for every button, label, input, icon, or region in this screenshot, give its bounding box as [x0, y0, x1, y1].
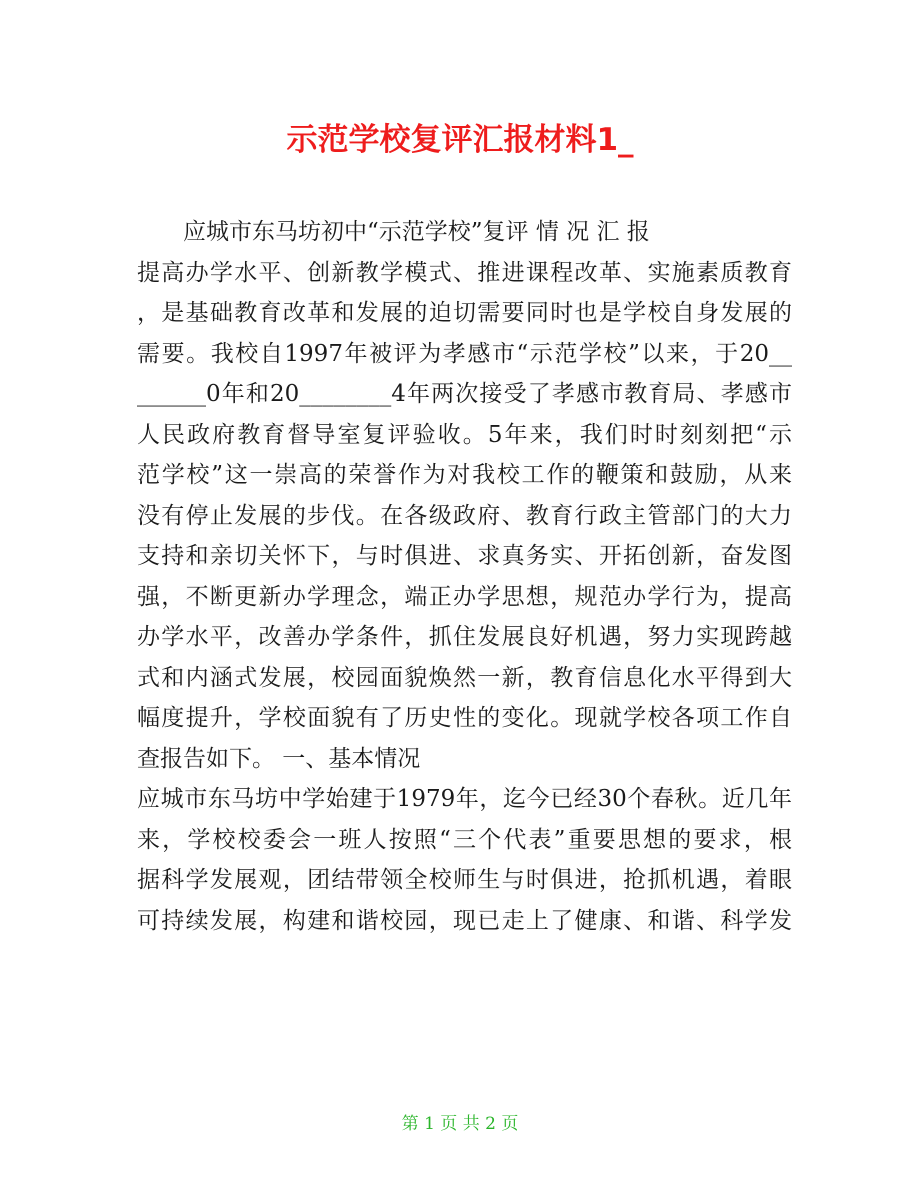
body-line: 式和内涵式发展，校园面貌焕然一新，教育信息化水平得到大 [137, 664, 792, 691]
document-title: 示范学校复评汇报材料1_ [286, 122, 634, 158]
body-line: 可持续发展，构建和谐校园，现已走上了健康、和谐、科学发 [137, 907, 792, 934]
page-footer: 第 1 页 共 2 页 [401, 1114, 519, 1134]
body-line: 人民政府教育督导室复评验收。5年来，我们时时刻刻把“示 [137, 421, 792, 448]
body-line: 办学水平，改善办学条件，抓住发展良好机遇，努力实现跨越 [137, 624, 792, 650]
body-line: 据科学发展观，团结带领全校师生与时俱进，抢抓机遇，着眼 [137, 867, 792, 893]
body-line: 应城市东马坊中学始建于1979年，迄今已经30个春秋。近几年 [137, 786, 792, 812]
body-line: 需要。我校自1997年被评为孝感市“示范学校”以来，于20__ [137, 340, 792, 367]
body-line: 没有停止发展的步伐。在各级政府、教育行政主管部门的大力 [137, 502, 792, 529]
body-line: 支持和亲切关怀下，与时俱进、求真务实、开拓创新，奋发图 [137, 543, 792, 569]
body-line: 幅度提升，学校面貌有了历史性的变化。现就学校各项工作自 [137, 705, 792, 731]
body-line: 应城市东马坊初中“示范学校”复评 情 况 汇 报 [183, 219, 650, 245]
body-line: ，是基础教育改革和发展的迫切需要同时也是学校自身发展的 [137, 300, 792, 326]
body-line: 查报告如下。 一、基本情况 [137, 745, 421, 772]
document-body [137, 212, 792, 941]
body-line: 提高办学水平、创新教学模式、推进课程改革、实施素质教育 [137, 259, 792, 286]
body-line: 来，学校校委会一班人按照“三个代表”重要思想的要求，根 [137, 826, 792, 853]
body-line: 范学校”这一崇高的荣誉作为对我校工作的鞭策和鼓励，从来 [137, 462, 792, 488]
body-line: ______0年和20________4年两次接受了孝感市教育局、孝感市 [137, 381, 792, 407]
body-line: 强，不断更新办学理念，端正办学思想，规范办学行为，提高 [137, 583, 792, 610]
